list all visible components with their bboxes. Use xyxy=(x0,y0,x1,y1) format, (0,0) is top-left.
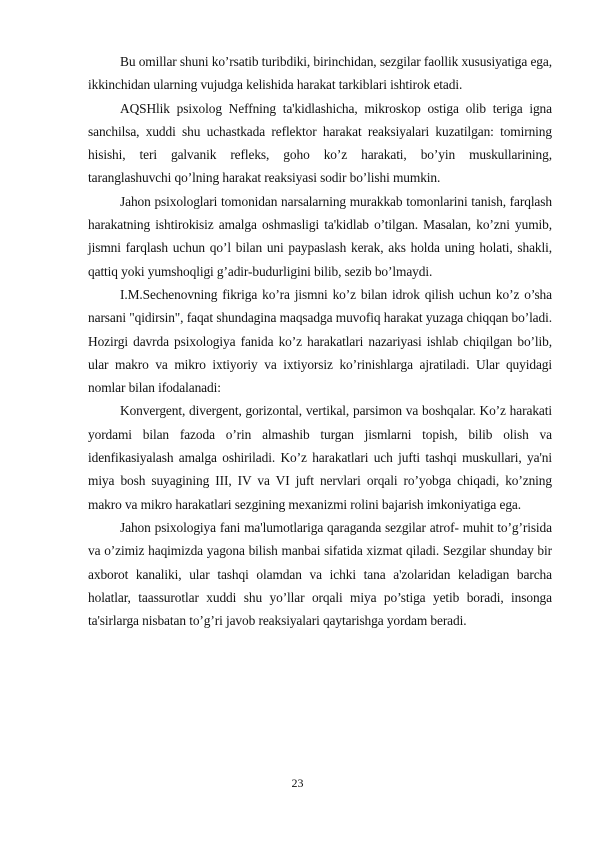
paragraph-neff-experiment: AQSHlik psixolog Neffning ta'kidlashicha, mikroskop ostiga olib teriga igna sanchilsa, xuddi shu uchastkada reflektor harakat reaksiyalari kuzatilgan: tomirning hisishi, teri galvanik refleks, goho ko’z harakati, bo’yin muskullarining, taranglashuvchi qo’lning harakat reaksiyasi sodir bo’lishi mumkin. xyxy=(88,100,552,186)
paragraph-movement-role: Jahon psixologlari tomonidan narsalarning murakkab tomonlarini tanish, farqlash harakatning ishtirokisiz amalga oshmasligi ta'kidlab o’tilgan. Masalan, ko’zni yumib, jismni farqlash uchun qo’l bilan uni paypaslash kerak, aks holda uning holati, shakli, qattiq yoki yumshoqligi g’adir-budurligini bilib, sezib bo’lmaydi. xyxy=(88,193,552,279)
paragraph-sechenov: I.M.Sechenovning fikriga ko’ra jismni ko’z bilan idrok qilish uchun ko’z o’sha narsani "qidirsin", faqat shundagina maqsadga muvofiq harakat yuzaga chiqqan bo’ladi. Hozirgi davrda psixologiya fanida ko’z harakatlari nazariyasi ishlab chiqilgan bo’lib, ular makro va mikro ixtiyoriy va ixtiyorsiz ko’rinishlarga ajratiladi. Ular quyidagi nomlar bilan ifodalanadi: xyxy=(88,286,552,396)
page-number: 23 xyxy=(291,776,304,790)
document-page xyxy=(88,50,552,632)
paragraph-sensations-activity: Bu omillar shuni ko’rsatib turibdiki, birinchidan, sezgilar faollik xususiyatiga ega, ikkinchidan ularning vujudga kelishida harakat tarkiblari ishtirok etadi. xyxy=(88,54,552,93)
paragraph-information-channel: Jahon psixologiya fani ma'lumotlariga qaraganda sezgilar atrof- muhit to’g’risida va o’zimiz haqimizda yagona bilish manbai sifatida xizmat qiladi. Sezgilar shunday bir axborot kanaliki, ular tashqi olamdan va ichki tana a'zolaridan keladigan barcha holatlar, taassurotlar xuddi shu yo’llar orqali miya po’stiga yetib boradi, insonga ta'sirlarga nisbatan to’g’ri javob reaksiyalari qaytarishga yordam beradi. xyxy=(88,519,552,629)
paragraph-eye-movements: Konvergent, divergent, gorizontal, vertikal, parsimon va boshqalar. Ko’z harakati yordami bilan fazoda o’rin almashib turgan jismlarni topish, bilib olish va idenfikasiyalash amalga oshiriladi. Ko’z harakatlari uch jufti tashqi muskullari, ya'ni miya bosh suyagining III, IV va VI juft nervlari orqali ro’yobga chiqadi, ko’zning makro va mikro harakatlari sezgining mexanizmi rolini bajarish imkoniyatiga ega. xyxy=(88,403,552,512)
